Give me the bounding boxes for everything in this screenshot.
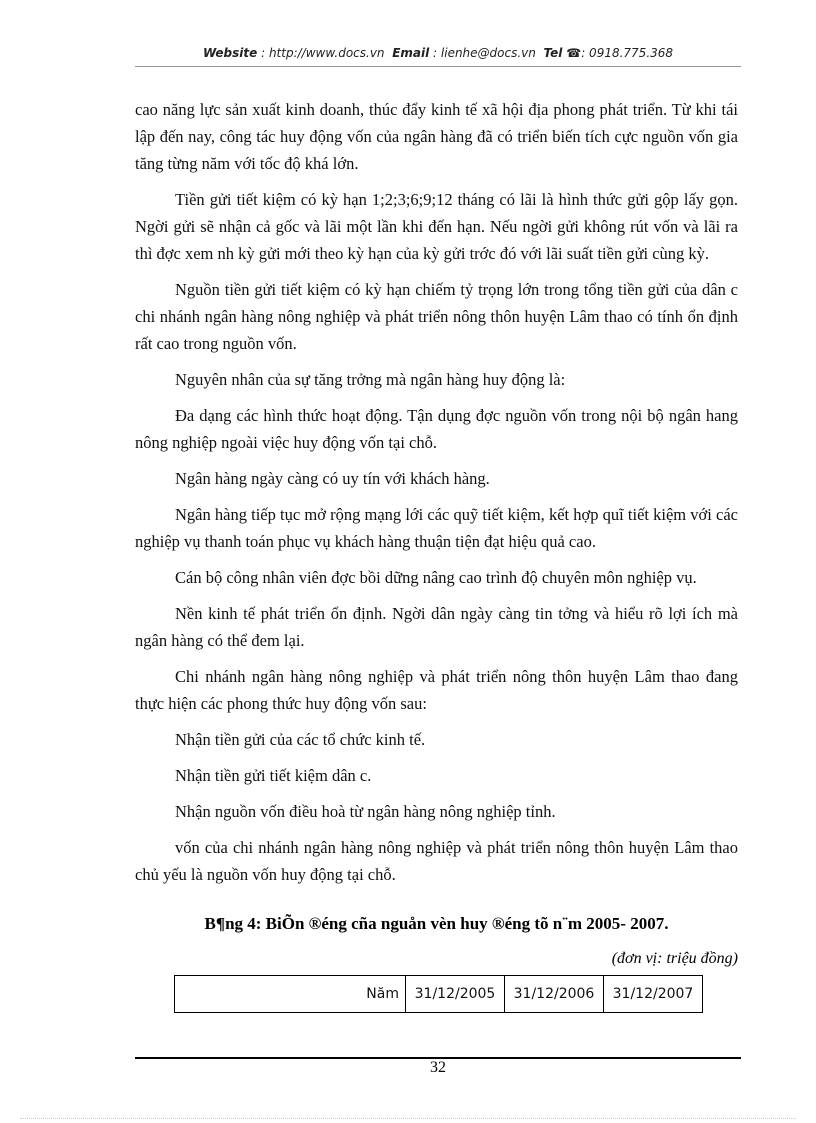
- paragraph: Ngân hàng ngày càng có uy tín với khách hàng.: [175, 469, 490, 488]
- paragraph: Nhận nguồn vốn điều hoà từ ngân hàng nông nghiệp tỉnh.: [175, 802, 556, 821]
- paragraph: Nguồn tiền gửi tiết kiệm có kỳ hạn chiếm tỷ trọng lớn trong tổng tiền gửi của dân c chi nhánh ngân hàng nông nghiệp và phát triển nông thôn huyện Lâm thao có tính ổn định rất cao trong nguồn vốn.: [135, 280, 738, 353]
- paragraph: Ngân hàng tiếp tục mở rộng mạng lới các quỹ tiết kiệm, kết hợp quĩ tiết kiệm với các nghiệp vụ thanh toán phục vụ khách hàng thuận tiện đạt hiệu quả cao.: [135, 505, 738, 551]
- website-label: Website: [202, 46, 258, 60]
- header-divider: [135, 66, 741, 67]
- paragraph: Nhận tiền gửi của các tổ chức kinh tế.: [175, 730, 426, 749]
- date-cell: 31/12/2006: [505, 976, 604, 1013]
- paragraph: Tiền gửi tiết kiệm có kỳ hạn 1;2;3;6;9;12 tháng có lãi là hình thức gửi gộp lấy gọn. Ngời gửi sẽ nhận cả gốc và lãi một lần khi đến hạn. Nếu ngời gửi không rút vốn và lãi ra thì đợc xem nh kỳ gửi mới theo kỳ hạn của kỳ gửi trớc đó với lãi suất tiền gửi cùng kỳ.: [135, 190, 738, 263]
- capital-table: [174, 975, 703, 1013]
- date-cell: 31/12/2005: [406, 976, 505, 1013]
- email-address[interactable]: : lienhe@docs.vn: [433, 46, 536, 60]
- page-header: [135, 46, 741, 60]
- page-edge: [20, 1118, 796, 1119]
- date-cell: 31/12/2007: [604, 976, 703, 1013]
- website-url[interactable]: : http://www.docs.vn: [261, 46, 385, 60]
- phone-icon: ☎: [566, 46, 582, 60]
- table-caption: B¶ng 4: BiÕn ®éng cña nguån vèn huy ®éng tõ n¨m 2005- 2007.: [204, 914, 669, 933]
- paragraph: Nhận tiền gửi tiết kiệm dân c.: [175, 766, 372, 785]
- paragraph: vốn của chi nhánh ngân hàng nông nghiệp và phát triển nông thôn huyện Lâm thao chủ yếu là nguồn vốn huy động tại chỗ.: [135, 838, 738, 884]
- body-text: [135, 96, 738, 897]
- page-number: 32: [430, 1059, 446, 1076]
- unit-note: (đơn vị: triệu đồng): [611, 950, 738, 967]
- tel-label: Tel: [543, 46, 563, 60]
- year-header-cell: Năm: [175, 976, 406, 1013]
- table-row: [175, 976, 703, 1013]
- tel-number: : 0918.775.368: [581, 46, 674, 60]
- paragraph: Cán bộ công nhân viên đợc bồi dững nâng cao trình độ chuyên môn nghiệp vụ.: [175, 568, 697, 587]
- paragraph: Nền kinh tế phát triển ổn định. Ngời dân ngày càng tin tởng và hiểu rõ lợi ích mà ngân hàng có thể đem lại.: [135, 604, 738, 650]
- paragraph: Nguyên nhân của sự tăng trởng mà ngân hàng huy động là:: [175, 370, 566, 389]
- paragraph: cao năng lực sản xuất kinh doanh, thúc đẩy kinh tế xã hội địa phong phát triển. Từ khi tái lập đến nay, công tác huy động vốn của ngân hàng đã có triển biến tích cực nguồn vốn gia tăng từng năm với tốc độ khá lớn.: [135, 100, 738, 173]
- paragraph: Đa dạng các hình thức hoạt động. Tận dụng đợc nguồn vốn trong nội bộ ngân hang nông nghiệp ngoài việc huy động vốn tại chỗ.: [135, 406, 738, 452]
- email-label: Email: [392, 46, 430, 60]
- paragraph: Chi nhánh ngân hàng nông nghiệp và phát triển nông thôn huyện Lâm thao đang thực hiện các phong thức huy động vốn sau:: [135, 667, 738, 713]
